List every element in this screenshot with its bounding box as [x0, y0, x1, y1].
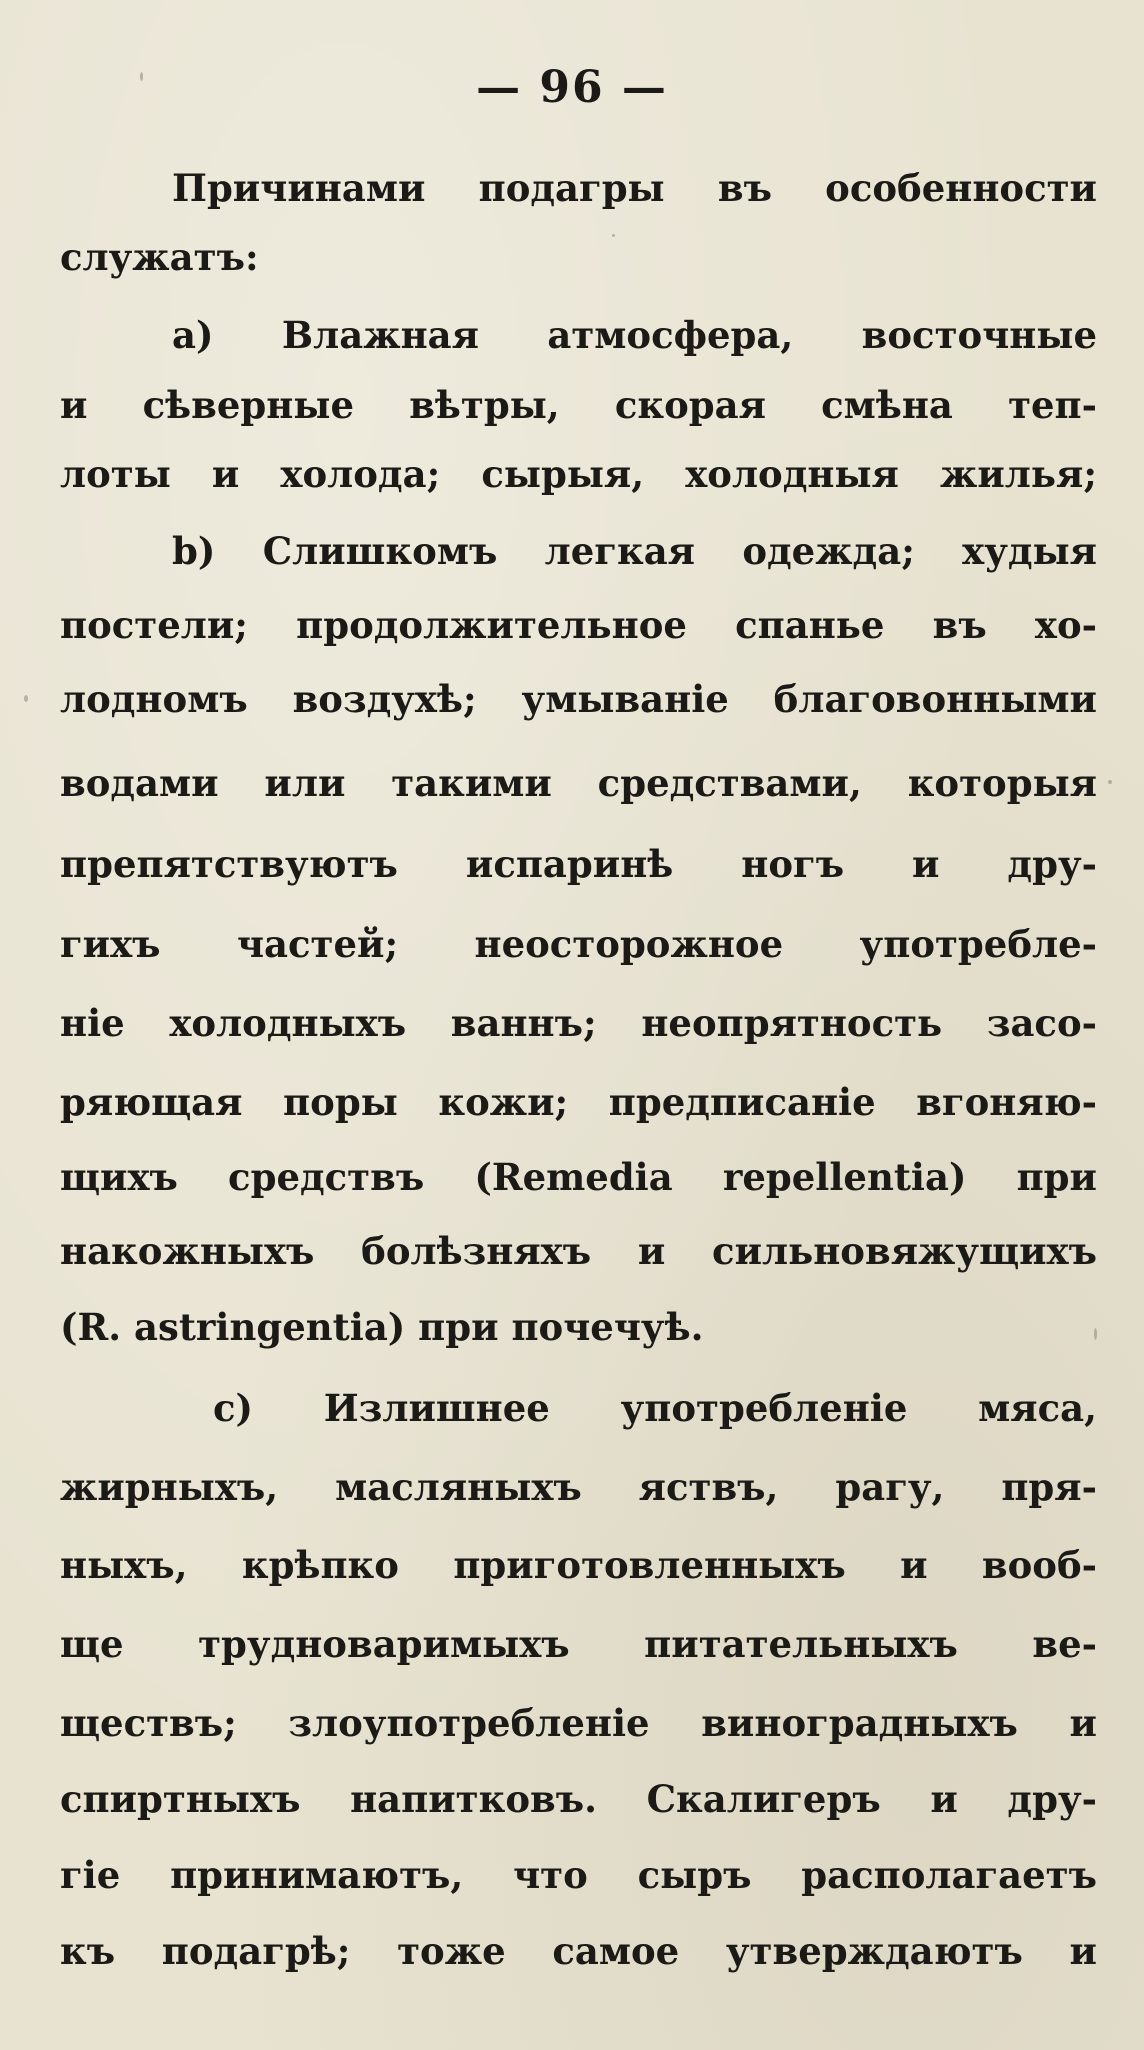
text-line: (R. astringentia) при почечуѣ.	[60, 1305, 704, 1349]
paper-speck	[1094, 1328, 1097, 1340]
text-line: постели; продолжительное спанье въ хо-	[60, 603, 1097, 647]
text-line: лодномъ воздухѣ; умываніе благовонными	[60, 677, 1097, 721]
paper-speck	[140, 72, 143, 81]
text-line: b) Слишкомъ легкая одежда; худыя	[172, 529, 1097, 573]
text-line: ныхъ, крѣпко приготовленныхъ и вооб-	[60, 1543, 1097, 1587]
text-line: къ подагрѣ; тоже самое утверждаютъ и	[60, 1929, 1097, 1973]
text-line: гіе принимаютъ, что сыръ располагаетъ	[60, 1853, 1097, 1897]
text-line: жирныхъ, масляныхъ яствъ, рагу, пря-	[60, 1465, 1097, 1509]
text-line: ніе холодныхъ ваннъ; неопрятность засо-	[60, 1001, 1097, 1045]
text-line: ществъ; злоупотребленіе виноградныхъ и	[60, 1701, 1097, 1745]
paper-speck	[24, 695, 28, 702]
text-line: водами или такими средствами, которыя	[60, 761, 1097, 805]
text-line: a) Влажная атмосфера, восточные	[172, 313, 1097, 357]
text-line: служатъ:	[60, 235, 259, 279]
text-line: c) Излишнее употребленіе мяса,	[213, 1386, 1097, 1430]
text-line: гихъ частей; неосторожное употребле-	[60, 922, 1097, 966]
text-line: препятствуютъ испаринѣ ногъ и дру-	[60, 842, 1097, 886]
text-line: ще трудноваримыхъ питательныхъ ве-	[60, 1622, 1097, 1666]
text-line: Причинами подагры въ особенности	[172, 166, 1097, 210]
text-line: и сѣверные вѣтры, скорая смѣна теп-	[60, 383, 1097, 427]
text-line: лоты и холода; сырыя, холодныя жилья;	[60, 452, 1097, 496]
text-line: щихъ средствъ (Remedia repellentia) при	[60, 1155, 1097, 1199]
text-line: спиртныхъ напитковъ. Скалигеръ и дру-	[60, 1777, 1097, 1821]
text-line: накожныхъ болѣзняхъ и сильновяжущихъ	[60, 1229, 1097, 1273]
paper-speck	[612, 234, 615, 237]
page-number: — 96 —	[476, 62, 668, 113]
text-line: ряющая поры кожи; предписаніе вгоняю-	[60, 1080, 1097, 1124]
paper-speck	[1108, 780, 1112, 784]
